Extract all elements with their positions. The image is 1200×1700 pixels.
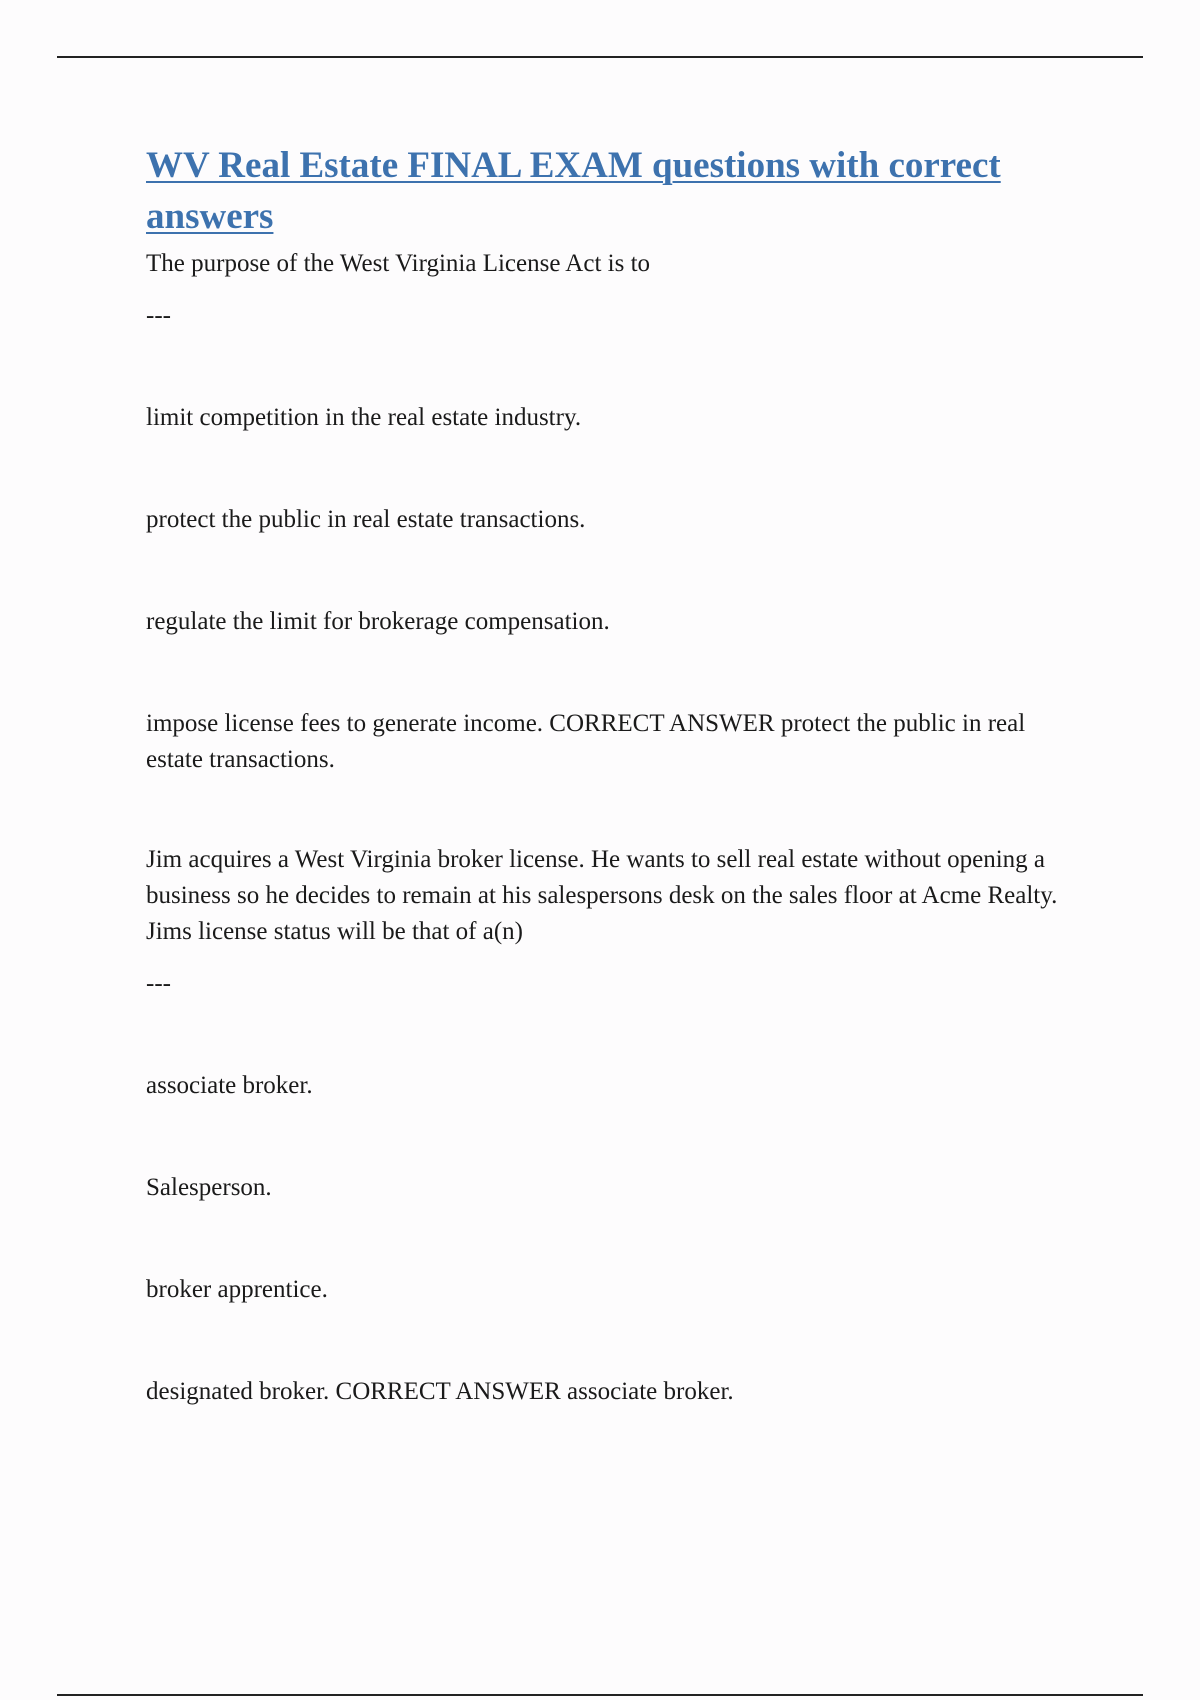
document-body	[146, 140, 1086, 1410]
question-2-prompt: Jim acquires a West Virginia broker license. He wants to sell real estate without opening a business so he decides to remain at his salespersons desk on the sales floor at Acme Realty. Jims license status will be that of a(n)	[146, 846, 1058, 945]
question-1-option-4-answer: impose license fees to generate income. CORRECT ANSWER protect the public in real estate transactions.	[146, 710, 1026, 773]
question-2-option-4-answer: designated broker. CORRECT ANSWER associate broker.	[146, 1378, 734, 1405]
question-1-option-3: regulate the limit for brokerage compensation.	[146, 608, 610, 635]
question-1	[146, 246, 1086, 778]
question-2-option-2: Salesperson.	[146, 1174, 272, 1201]
question-2-option-3: broker apprentice.	[146, 1276, 328, 1303]
question-1-separator: ---	[146, 302, 171, 329]
question-2-separator: ---	[146, 970, 171, 997]
document-title[interactable]: WV Real Estate FINAL EXAM questions with correct answers	[146, 145, 1001, 237]
question-2	[146, 842, 1086, 1410]
question-1-option-2: protect the public in real estate transactions.	[146, 506, 586, 533]
footer-rule	[57, 1694, 1143, 1696]
question-2-option-1: associate broker.	[146, 1072, 313, 1099]
question-1-prompt: The purpose of the West Virginia License Act is to	[146, 250, 651, 277]
question-1-option-1: limit competition in the real estate industry.	[146, 404, 582, 431]
header-rule	[57, 56, 1143, 58]
